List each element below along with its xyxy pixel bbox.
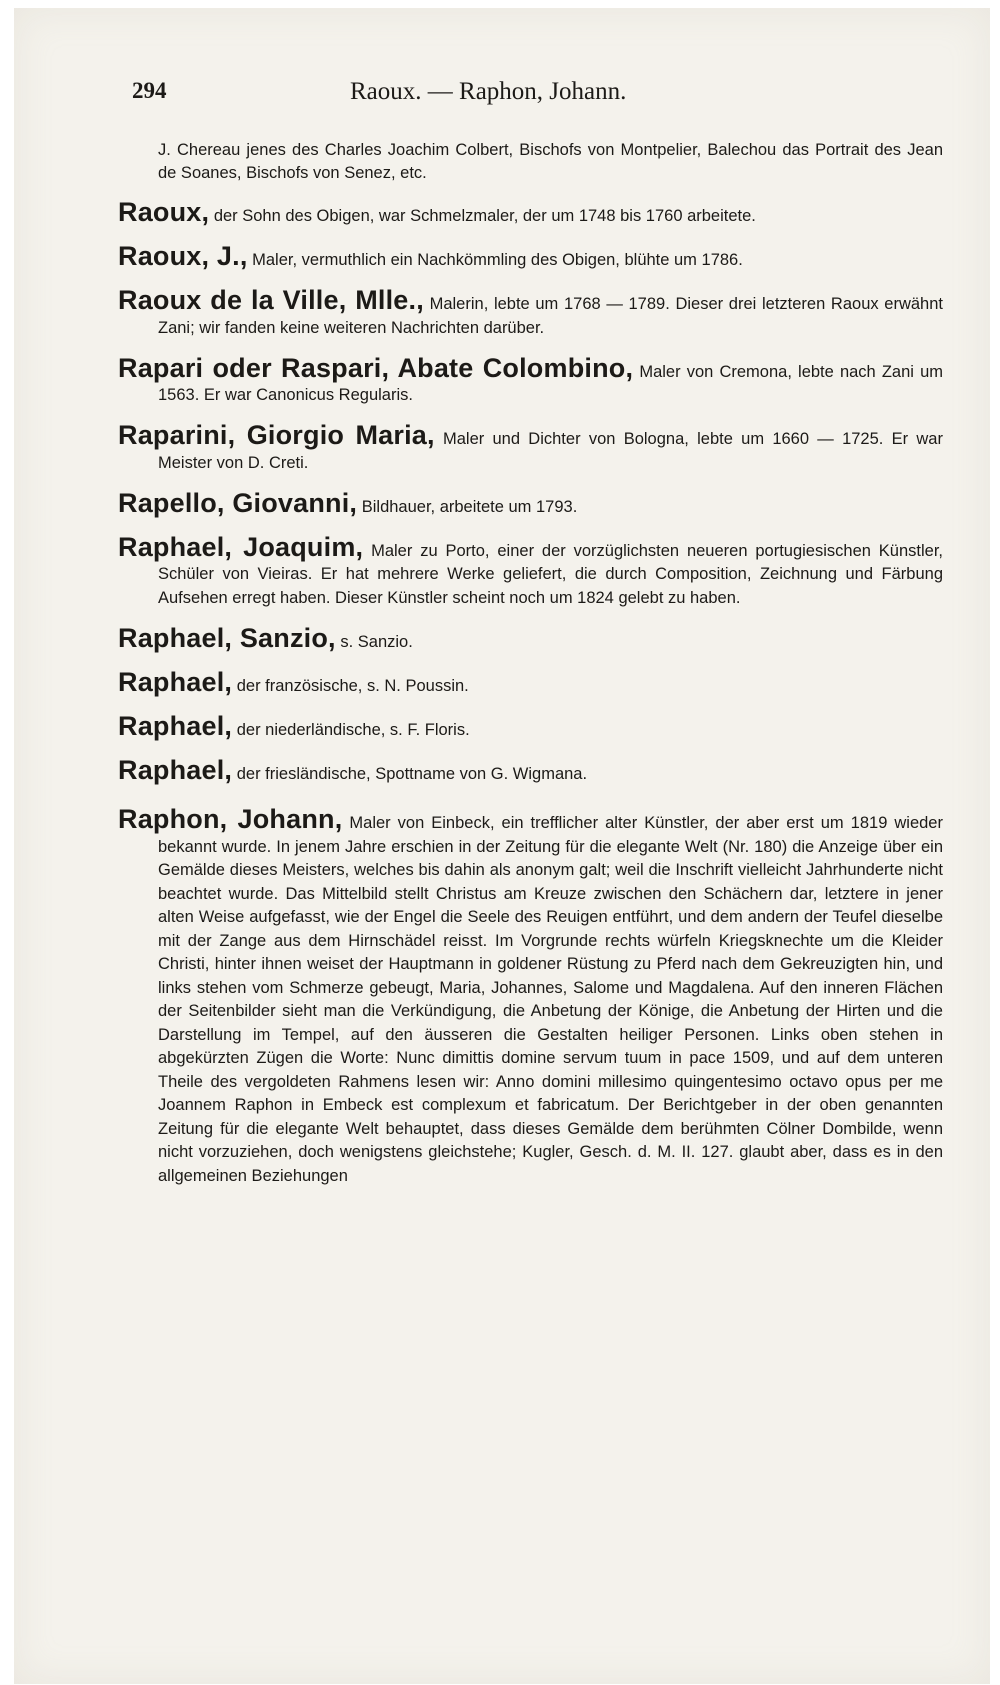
entry-rapello bbox=[118, 487, 943, 520]
entry-headword: Raoux, bbox=[118, 197, 210, 227]
entry-raphael-sanzio bbox=[118, 622, 943, 655]
entry-text: der niederländische, s. F. Floris. bbox=[236, 720, 470, 739]
entry-text: der friesländische, Spottname von G. Wigmana. bbox=[236, 764, 588, 783]
entry-text: Bildhauer, arbeitete um 1793. bbox=[361, 497, 578, 516]
intro-paragraph: J. Chereau jenes des Charles Joachim Colbert, Bischofs von Montpelier, Balechou das Portrait des Jean de Soanes, Bischofs von Senez, etc. bbox=[158, 140, 943, 182]
page-content bbox=[118, 122, 943, 1198]
entry-raphael-frisian bbox=[118, 754, 943, 787]
entry-headword: Raoux, J., bbox=[118, 241, 248, 271]
entry-raphon-johann bbox=[118, 804, 943, 1188]
entry-text: Malerin, lebte um 1768 — 1789. bbox=[429, 295, 670, 313]
entry-raoux bbox=[118, 197, 943, 229]
entry-headword: Raphael, Joaquim, bbox=[118, 531, 364, 562]
entry-headword: Raphael, Sanzio, bbox=[118, 622, 336, 653]
entry-headword: Raparini, Giorgio Maria, bbox=[118, 420, 435, 450]
page-number: 294 bbox=[132, 78, 167, 103]
entry-headword: Rapari oder Raspari, Abate Colombino, bbox=[118, 352, 634, 383]
entry-raphael-french bbox=[118, 666, 943, 699]
entry-text: Maler von Einbeck, ein trefflicher alter Künstler, der aber erst um 1819 wieder bekannt wurde. In jenem Jahre erschien in der Zeitung für die elegante Welt (Nr. 180) die Anzeige über ein Gemälde dieses Meisters, welches bis dahin als anonym galt; weil die Inschrift vielleicht Jahrhunderte nicht beachtet wurde. Das Mittelbild stellt Christus am Kreuze zwischen den Schächern dar, letztere in jener alten Weise aufgefasst, wie der Engel die Seele des Reuigen entführt, und dem andern der Teufel dieselbe mit der Zange aus dem Hirnschädel reisst. Im Vorgrunde rechts würfeln Kriegsknechte um die Kleider Christi, hinter ihnen weiset der Hauptmann in goldener Rüstung zu Pferd nach dem Gekreuzigten hin, und links stehen vom Schmerze gebeugt, Maria, Johannes, Salome und Magdalena. Auf den inneren Flächen der Seitenbilder sieht man die Verkündigung, die Anbetung der Könige, die Anbetung der Hirten und die Darstellung im Tempel, auf den äusseren die Gestalten heiliger Personen. Links oben stehen in abgekürzten Zügen die Worte: Nunc dimittis domine servum tuum in pace 1509, und auf dem unteren Theile des vergoldeten Rahmens lesen wir: Anno domini millesimo quingentesimo octavo opus per me Joannem Raphon in Embeck est complexum et fabricatum. Der Berichtgeber in der oben genannten Zeitung für die elegante Welt behauptet, dass dieses Gemälde dem berühmten Cölner Dombilde, wenn nicht vorzuziehen, doch wenigstens gleichstehe; Kugler, Gesch. d. M. II. 127. glaubt aber, dass es in den allgemeinen Beziehungen bbox=[158, 814, 943, 1185]
running-head: Raoux. — Raphon, Johann. bbox=[350, 78, 627, 105]
entry-text: s. Sanzio. bbox=[340, 632, 413, 651]
page-header bbox=[132, 78, 952, 114]
entry-text: der französische, s. N. Poussin. bbox=[236, 676, 469, 695]
entry-headword: Raphael, bbox=[118, 754, 233, 785]
entry-raphael-dutch bbox=[118, 710, 943, 743]
entry-headword: Raphael, bbox=[118, 710, 233, 741]
entry-text: Maler und Dichter von Bologna, lebte um 1660 — 1725. Er war Meister von D. Creti. bbox=[158, 430, 943, 472]
entry-text: der Sohn des Obigen, war Schmelzmaler, der um 1748 bis 1760 arbeitete. bbox=[213, 207, 756, 225]
entry-text: Maler, vermuthlich ein Nachkömmling des Obigen, blühte um 1786. bbox=[252, 251, 743, 269]
entry-headword: Raphon, Johann, bbox=[118, 804, 343, 834]
entry-raoux-j bbox=[118, 241, 943, 273]
entry-note: Dieser drei letzteren Raoux erwähnt Zani; wir fanden keine weiteren Nachrichten darüber. bbox=[158, 295, 943, 337]
entry-headword: Rapello, Giovanni, bbox=[118, 487, 358, 518]
entry-headword: Raoux de la Ville, Mlle., bbox=[118, 285, 424, 315]
entry-rapari bbox=[118, 352, 944, 408]
entry-text: Maler zu Porto, einer der vorzüglichsten neueren portugiesischen Künstler, Schüler von Vieiras. Er hat mehrere Werke geliefert, die durch Composition, Zeichnung und Färbung Aufsehen erregt haben. Dieser Künstler scheint noch um 1824 gelebt zu haben. bbox=[158, 541, 943, 607]
entry-raparini bbox=[118, 420, 943, 475]
entry-headword: Raphael, bbox=[118, 666, 233, 697]
entry-text: Maler von Cremona, lebte nach Zani um 1563. Er war Canonicus Regularis. bbox=[158, 362, 944, 404]
entry-raoux-de-la-ville bbox=[118, 285, 943, 340]
entry-raphael-joaquim bbox=[118, 531, 943, 611]
